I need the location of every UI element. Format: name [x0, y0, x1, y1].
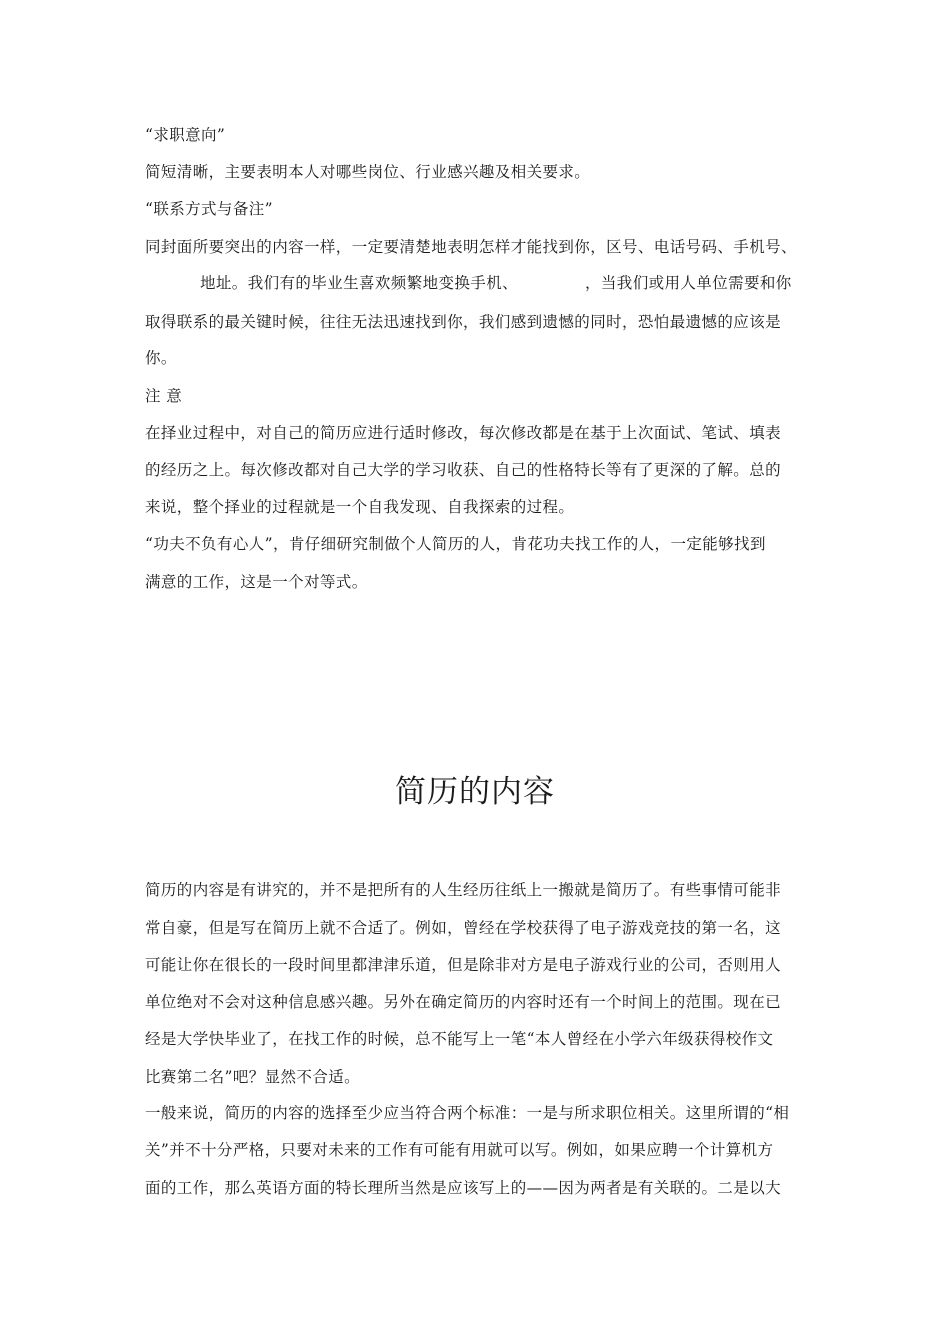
- paragraph-line: 取得联系的最关键时候，往往无法迅速找到你，我们感到遗憾的同时，恐怕最遗憾的应该是: [145, 313, 782, 331]
- paragraph-line: 你。: [145, 349, 177, 367]
- paragraph-line-fragment: 地址。我们有的毕业生喜欢频繁地变换手机、: [200, 274, 519, 292]
- paragraph-line: 的经历之上。每次修改都对自己大学的学习收获、自己的性格特长等有了更深的了解。总的: [145, 461, 782, 479]
- paragraph-line: 简短清晰，主要表明本人对哪些岗位、行业感兴趣及相关要求。: [145, 163, 591, 181]
- paragraph-line-fragment: ，当我们或用人单位需要和你: [585, 274, 792, 292]
- paragraph-line: 简历的内容是有讲究的，并不是把所有的人生经历往纸上一搬就是简历了。有些事情可能非: [145, 881, 782, 899]
- heading-job-intent: “求职意向”: [145, 126, 226, 144]
- paragraph-line: 同封面所要突出的内容一样，一定要清楚地表明怎样才能找到你，区号、电话号码、手机号、: [145, 238, 797, 256]
- paragraph-line: “功夫不负有心人”，肯仔细研究制做个人简历的人，肯花功夫找工作的人，一定能够找到: [145, 535, 766, 553]
- paragraph-line: 来说，整个择业的过程就是一个自我发现、自我探索的过程。: [145, 498, 575, 516]
- paragraph-line: 一般来说，简历的内容的选择至少应当符合两个标准：一是与所求职位相关。这里所谓的“相: [145, 1104, 790, 1122]
- paragraph-line: 经是大学快毕业了，在找工作的时候，总不能写上一笔“本人曾经在小学六年级获得校作文: [145, 1030, 774, 1048]
- paragraph-line: 单位绝对不会对这种信息感兴趣。另外在确定简历的内容时还有一个时间上的范围。现在已: [145, 993, 782, 1011]
- paragraph-line: 关”并不十分严格，只要对未来的工作有可能有用就可以写。例如，如果应聘一个计算机方: [145, 1141, 774, 1159]
- paragraph-line: 面的工作，那么英语方面的特长理所当然是应该写上的——因为两者是有关联的。二是以大: [145, 1179, 782, 1197]
- paragraph-line: 比赛第二名”吧？显然不合适。: [145, 1068, 361, 1086]
- paragraph-line: 满意的工作，这是一个对等式。: [145, 573, 368, 591]
- paragraph-line: 常自豪，但是写在简历上就不合适了。例如，曾经在学校获得了电子游戏竞技的第一名，这: [145, 919, 782, 937]
- section-title: 简历的内容: [395, 774, 555, 810]
- heading-note: 注 意: [145, 387, 183, 405]
- heading-contact: “联系方式与备注”: [145, 200, 273, 218]
- paragraph-line: 可能让你在很长的一段时间里都津津乐道，但是除非对方是电子游戏行业的公司，否则用人: [145, 956, 782, 974]
- paragraph-line: 在择业过程中，对自己的简历应进行适时修改，每次修改都是在基于上次面试、笔试、填表: [145, 424, 782, 442]
